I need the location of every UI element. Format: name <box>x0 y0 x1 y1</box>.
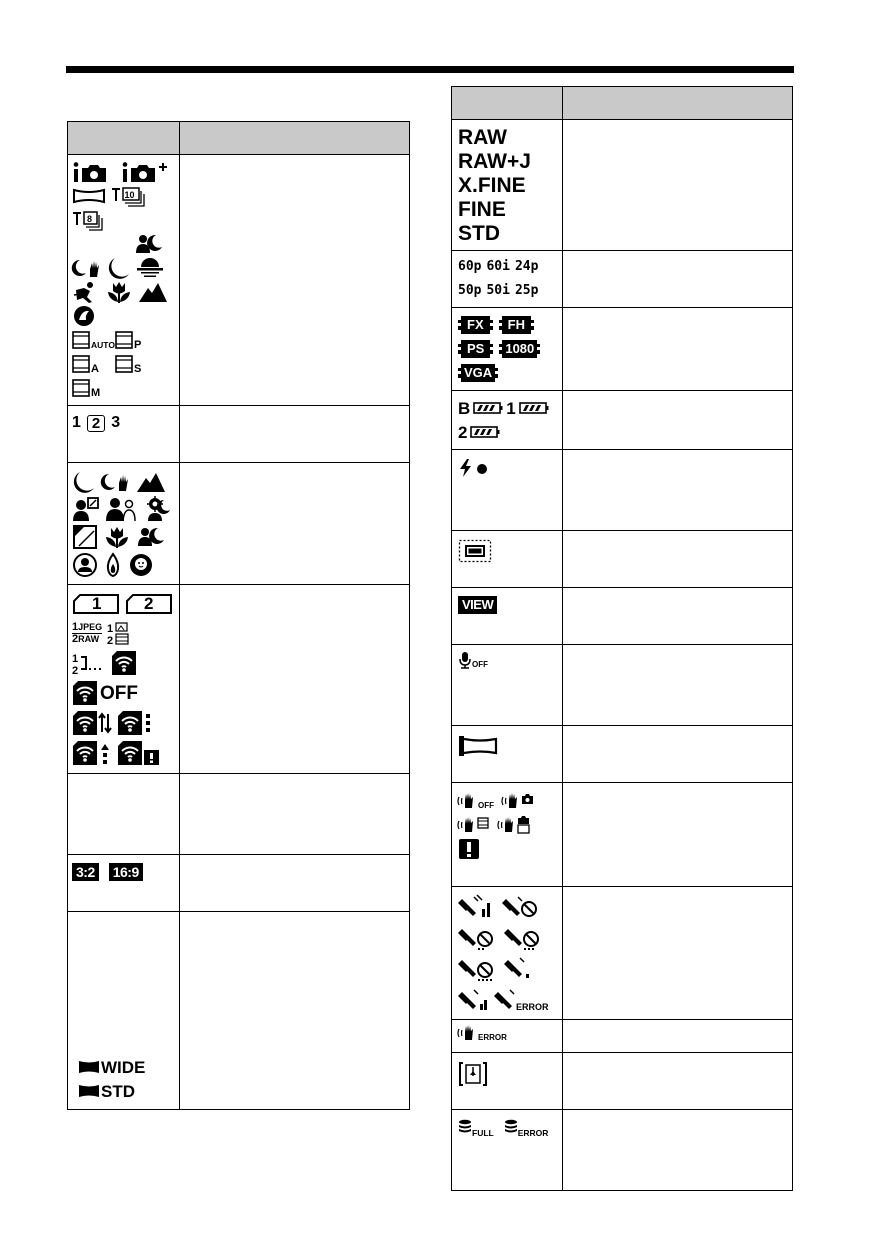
wifi-off-icon: OFF <box>72 680 138 706</box>
battery-icon <box>470 425 500 439</box>
gps-no-signal-icon <box>458 956 494 982</box>
record-setting-ps: PS <box>458 340 493 358</box>
card-more-icon <box>117 710 151 736</box>
steadyshot-movie-icon <box>458 816 490 834</box>
table-row <box>452 251 793 308</box>
iauto-plus-icon <box>121 161 173 183</box>
header-indication <box>563 87 793 120</box>
symbol-cell <box>452 450 563 531</box>
frame-rate-50i: 50i <box>486 282 510 298</box>
svg-text:10: 10 <box>124 190 135 200</box>
description-cell <box>563 726 793 783</box>
symbol-cell <box>452 308 563 391</box>
description-cell <box>563 531 793 588</box>
description-cell <box>180 912 410 1110</box>
description-cell <box>563 1020 793 1053</box>
description-cell <box>180 855 410 912</box>
table-row <box>452 308 793 391</box>
landscape-icon <box>136 470 166 494</box>
table-header-row <box>452 87 793 120</box>
table-row <box>452 645 793 726</box>
movie-a-icon <box>72 354 110 374</box>
panorama-wide-icon: WIDE <box>78 1055 175 1079</box>
table-row <box>452 887 793 1020</box>
database-full-icon: FULL <box>458 1119 494 1137</box>
description-cell <box>180 463 410 585</box>
table-row <box>68 585 410 774</box>
svg-text:2: 2 <box>72 665 79 677</box>
table-row <box>452 120 793 251</box>
header-display <box>68 122 180 155</box>
symbol-cell <box>452 1110 563 1191</box>
symbol-cell <box>452 1020 563 1053</box>
handheld-twilight-icon <box>72 257 102 279</box>
macro-icon <box>103 525 131 549</box>
backlight-portrait-icon <box>72 496 100 522</box>
quality-fine: FINE <box>458 197 506 221</box>
gps-calculating-icon <box>504 956 534 982</box>
flash-charging-icon <box>458 458 556 478</box>
left-symbol-table <box>67 121 410 1110</box>
table-row <box>452 1020 793 1053</box>
svg-text:P: P <box>134 339 142 351</box>
table-row <box>452 726 793 783</box>
night-scene-icon <box>72 470 96 494</box>
table-row <box>452 531 793 588</box>
frame-rate-25p: 25p <box>514 282 539 298</box>
movie-s-icon <box>115 354 149 374</box>
quality-raw-j: RAW+J <box>458 149 531 173</box>
description-cell <box>563 887 793 1020</box>
gps-weak-signal-icon <box>458 988 488 1012</box>
view-icon: VIEW <box>458 596 497 614</box>
frame-rate-60i: 60i <box>486 258 510 274</box>
frame-rate-24p: 24p <box>514 258 539 274</box>
description-cell <box>180 155 410 406</box>
description-cell <box>563 251 793 308</box>
right-symbol-table <box>451 86 793 1191</box>
continuous-priority-ae-10-icon <box>111 186 151 206</box>
table-header-row <box>68 122 410 155</box>
table-row <box>452 1053 793 1110</box>
memory-card-1-icon: 1 <box>72 593 120 615</box>
symbol-cell <box>68 774 180 855</box>
description-cell <box>563 308 793 391</box>
svg-text:8: 8 <box>87 214 93 224</box>
steadyshot-off-icon: OFF <box>458 792 494 810</box>
frame-rate-50p: 50p <box>458 282 482 298</box>
symbol-cell <box>452 120 563 251</box>
description-cell <box>563 783 793 887</box>
svg-text:S: S <box>134 363 142 375</box>
top-rule <box>66 66 794 73</box>
warning-icon <box>458 838 480 860</box>
iauto-icon <box>72 161 116 183</box>
symbol-cell <box>452 1053 563 1110</box>
symbol-cell <box>68 855 180 912</box>
wifi-icon <box>111 650 137 676</box>
svg-text:M: M <box>91 387 101 399</box>
record-setting-vga: VGA <box>458 364 498 382</box>
gps-no-signal-icon <box>458 925 494 951</box>
memory-card-2-icon: 2 <box>125 593 173 615</box>
continuous-priority-ae-8-icon <box>72 210 108 230</box>
description-cell <box>563 1053 793 1110</box>
header-display <box>452 87 563 120</box>
aspect-16-9-icon: 16:9 <box>109 863 143 881</box>
svg-text:A: A <box>91 363 99 375</box>
symbol-cell <box>452 726 563 783</box>
symbol-cell <box>68 406 180 463</box>
movie-p-icon <box>115 330 149 350</box>
symbol-cell <box>452 887 563 1020</box>
camera-shake-error-icon: ERROR <box>458 1024 507 1042</box>
copy-icon <box>72 651 106 675</box>
focus-frame-icon <box>458 539 556 563</box>
table-row <box>452 450 793 531</box>
description-cell <box>563 1110 793 1191</box>
description-cell <box>563 645 793 726</box>
gps-error-icon: ERROR <box>494 988 549 1012</box>
symbol-cell <box>68 155 180 406</box>
symbol-cell <box>452 251 563 308</box>
description-cell <box>180 585 410 774</box>
table-row <box>452 783 793 887</box>
portrait-group-icon <box>105 496 137 522</box>
wind-noise-reduction-icon <box>458 734 556 758</box>
record-setting-1080: 1080 <box>499 340 540 358</box>
table-row <box>68 406 410 463</box>
picture-effect-icon <box>72 304 96 328</box>
description-cell <box>180 406 410 463</box>
movie-m-icon <box>72 378 110 398</box>
movie-auto-icon <box>72 330 115 350</box>
svg-text:2: 2 <box>107 635 114 647</box>
sports-icon <box>72 280 100 304</box>
overheat-icon <box>458 1061 556 1087</box>
sunset-icon <box>136 256 164 280</box>
steadyshot-still-icon <box>502 792 534 810</box>
table-row <box>68 912 410 1110</box>
portrait-icon <box>72 552 98 578</box>
night-scene-icon <box>107 256 131 280</box>
symbol-cell <box>68 585 180 774</box>
card-error-icon <box>117 740 161 766</box>
svg-text:1: 1 <box>72 653 79 665</box>
table-row <box>452 1110 793 1191</box>
backlight-icon <box>72 524 98 550</box>
gps-no-signal-icon <box>504 925 540 951</box>
table-row <box>68 855 410 912</box>
sweep-panorama-icon <box>72 188 106 204</box>
symbol-cell <box>452 645 563 726</box>
table-row <box>68 463 410 585</box>
description-cell <box>563 120 793 251</box>
quality-std: STD <box>458 221 500 245</box>
battery-icon <box>473 401 503 415</box>
symbol-cell <box>68 463 180 585</box>
mic-off-icon: OFF <box>458 651 488 669</box>
wifi-transfer-icon <box>72 710 112 736</box>
steadyshot-still-movie-icon <box>498 816 530 834</box>
landscape-icon <box>138 280 168 304</box>
battery-icon <box>519 401 549 415</box>
still-movie-icon <box>107 621 133 645</box>
symbol-cell <box>452 531 563 588</box>
symbol-cell: B 1 2 <box>452 391 563 450</box>
twilight-portrait-icon <box>136 526 166 548</box>
quality-xfine: X.FINE <box>458 173 526 197</box>
frame-rate-60p: 60p <box>458 258 482 274</box>
aspect-3-2-icon: 3:2 <box>72 863 99 881</box>
description-cell <box>563 450 793 531</box>
gps-signal-icon <box>458 895 492 919</box>
table-row <box>68 155 410 406</box>
gps-no-signal-icon <box>502 895 538 919</box>
description-cell <box>563 588 793 645</box>
symbol-cell <box>68 912 180 1110</box>
database-error-icon: ERROR <box>504 1119 549 1137</box>
handheld-twilight-portrait-icon <box>134 233 164 255</box>
table-row <box>68 774 410 855</box>
symbol-cell <box>452 588 563 645</box>
baby-icon <box>128 552 154 578</box>
handheld-twilight-icon <box>101 471 131 493</box>
svg-text:AUTO: AUTO <box>91 340 115 350</box>
record-setting-fh: FH <box>499 316 534 334</box>
description-cell <box>180 774 410 855</box>
panorama-std-icon: STD <box>78 1079 175 1103</box>
macro-icon <box>105 280 133 304</box>
header-indication <box>180 122 410 155</box>
record-setting-fx: FX <box>458 316 493 334</box>
wifi-upload-icon <box>72 740 112 766</box>
spotlight-icon <box>103 552 123 578</box>
svg-text:1: 1 <box>107 623 114 635</box>
table-row <box>452 588 793 645</box>
description-cell <box>563 391 793 450</box>
table-row <box>452 391 793 450</box>
quality-raw: RAW <box>458 125 507 149</box>
memory-recall-1-2-3-icon: 1 2 3 <box>72 414 121 432</box>
jpeg-raw-icon: 1JPEG 2RAW <box>72 620 103 645</box>
symbol-cell <box>452 783 563 887</box>
backlight-person-icon <box>142 496 172 522</box>
